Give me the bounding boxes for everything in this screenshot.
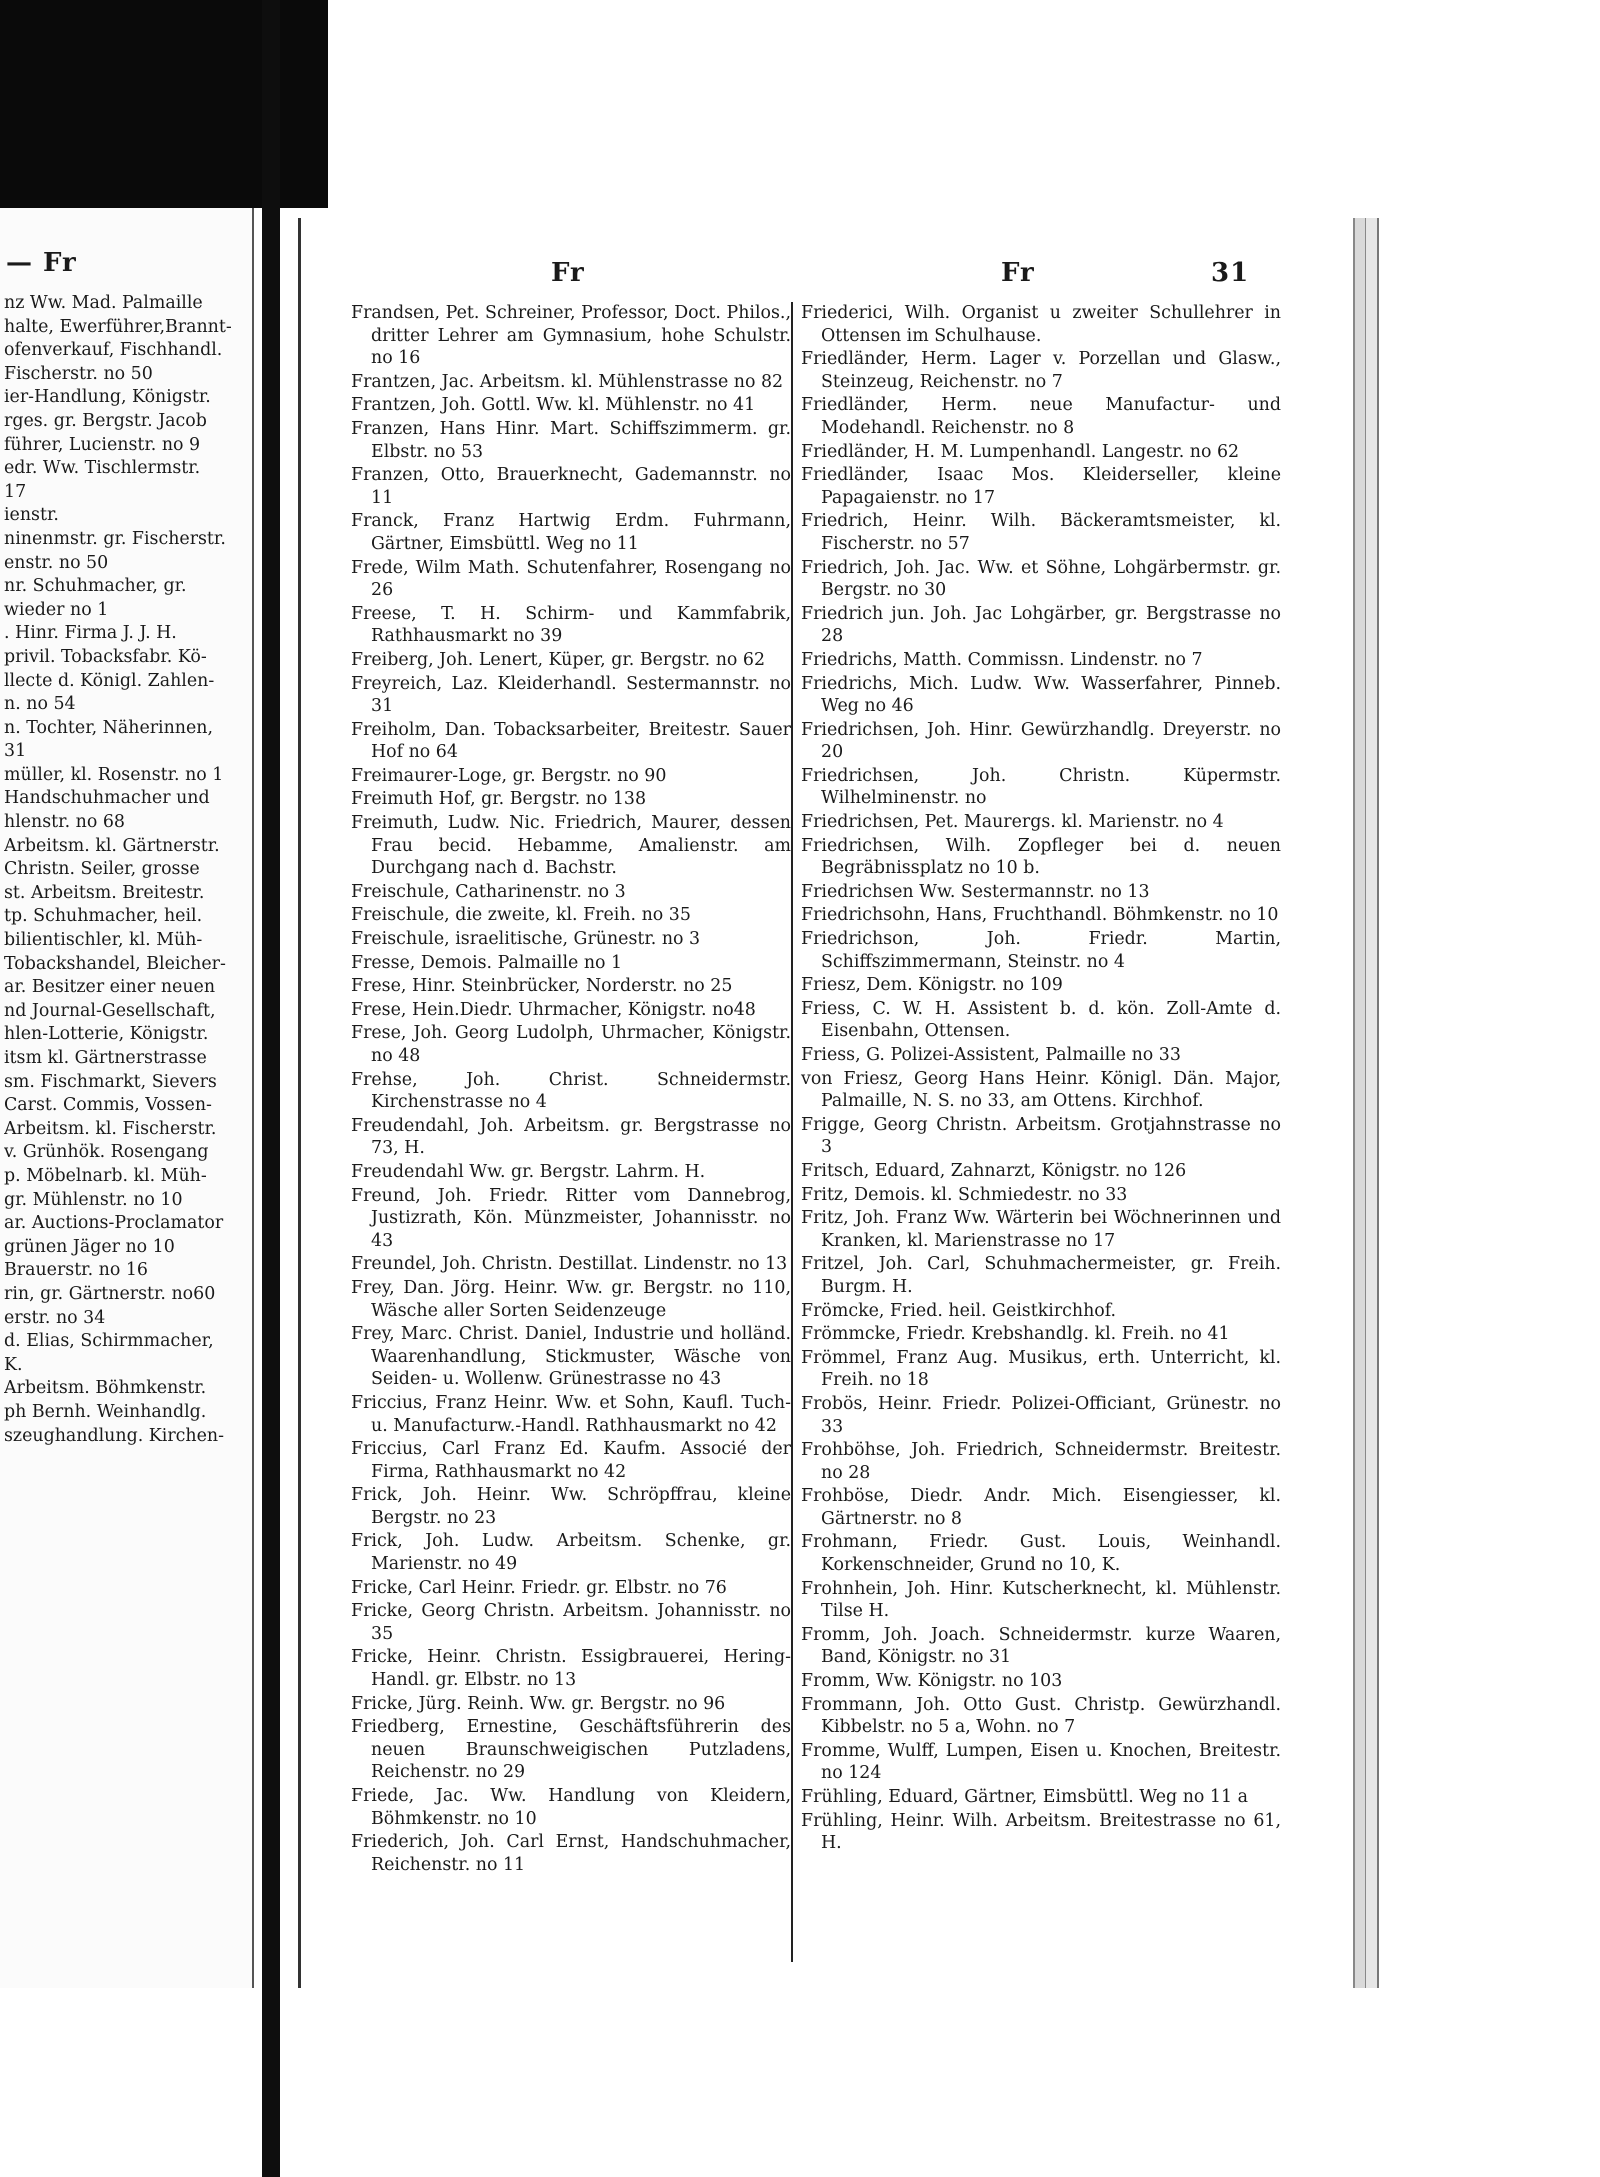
directory-entry: Frohnhein, Joh. Hinr. Kutscherknecht, kl. Mühlenstr. Tilse H. <box>801 1578 1281 1622</box>
directory-entry: llecte d. Königl. Zahlen- <box>4 670 215 691</box>
directory-entry: gr. Mühlenstr. no 10 <box>4 1189 183 1210</box>
directory-entry: enstr. no 50 <box>4 552 109 573</box>
directory-entry: nd Journal-Gesellschaft, <box>4 1000 216 1021</box>
directory-entry: Frantzen, Joh. Gottl. Ww. kl. Mühlenstr. no 41 <box>351 395 756 416</box>
directory-entry: Friederich, Joh. Carl Ernst, Handschuhmacher, Reichenstr. no 11 <box>351 1832 791 1875</box>
directory-entry: Franzen, Hans Hinr. Mart. Schiffszimmerm. gr. Elbstr. no 53 <box>351 418 791 462</box>
directory-entry: Frey, Dan. Jörg. Heinr. Ww. gr. Bergstr. no 110, Wäsche aller Sorten Seidenzeuge <box>351 1277 791 1321</box>
directory-entry: Fromm, Joh. Joach. Schneidermstr. kurze Waaren, Band, Königstr. no 31 <box>801 1624 1281 1668</box>
directory-entry: Freischule, Catharinenstr. no 3 <box>351 881 626 902</box>
directory-entry: halte, Ewerführer,Brannt- <box>4 316 232 337</box>
directory-entry: szeughandlung. Kirchen- <box>4 1425 224 1446</box>
directory-entry: Fritsch, Eduard, Zahnarzt, Königstr. no 126 <box>801 1160 1187 1181</box>
left-page-column <box>4 292 242 1448</box>
directory-entry: st. Arbeitsm. Breitestr. <box>4 882 205 903</box>
directory-entry: Friess, G. Polizei-Assistent, Palmaille no 33 <box>801 1045 1181 1065</box>
directory-entry: ienstr. <box>4 505 59 526</box>
directory-entry: Friederici, Wilh. Organist u zweiter Schullehrer in Ottensen im Schulhause. <box>801 303 1281 346</box>
directory-entry: müller, kl. Rosenstr. no 1 <box>4 764 224 785</box>
column-divider <box>791 302 793 1962</box>
directory-entry: hlen-Lotterie, Königstr. <box>4 1024 209 1045</box>
directory-entry: Frömcke, Fried. heil. Geistkirchhof. <box>801 1300 1117 1321</box>
directory-entry: Freimuth, Ludw. Nic. Friedrich, Maurer, dessen Frau becid. Hebamme, Amalienstr. am Durchgang nach d. Bachstr. <box>351 813 791 879</box>
directory-entry: Fromm, Ww. Königstr. no 103 <box>801 1671 1063 1692</box>
directory-entry: Frohmann, Friedr. Gust. Louis, Weinhandl. Korkenschneider, Grund no 10, K. <box>801 1532 1281 1576</box>
directory-entry: Frese, Hinr. Steinbrücker, Norderstr. no 25 <box>351 976 733 997</box>
directory-entry: Friedrichson, Joh. Friedr. Martin, Schiffszimmermann, Steinstr. no 4 <box>801 929 1281 972</box>
directory-entry: Frohböse, Diedr. Andr. Mich. Eisengiesser, kl. Gärtnerstr. no 8 <box>801 1486 1281 1529</box>
directory-entry: Frede, Wilm Math. Schutenfahrer, Rosengang no 26 <box>351 557 791 601</box>
directory-entry: Friedländer, Herm. neue Manufactur- und Modehandl. Reichenstr. no 8 <box>801 395 1281 438</box>
directory-entry: n. no 54 <box>4 694 76 715</box>
directory-entry: wieder no 1 <box>4 599 109 620</box>
directory-entry: Friedrichsen, Pet. Maurergs. kl. Marienstr. no 4 <box>801 812 1224 833</box>
directory-entry: Frommann, Joh. Otto Gust. Christp. Gewürzhandl. Kibbelstr. no 5 a, Wohn. no 7 <box>801 1694 1281 1738</box>
directory-entry: Frey, Marc. Christ. Daniel, Industrie und holländ. Waarenhandlung, Stickmuster, Wäsche von Seiden- u. Wollenw. Grünestrasse no 43 <box>351 1324 791 1390</box>
directory-entry: Freund, Joh. Friedr. Ritter vom Dannebrog, Justizrath, Kön. Münzmeister, Johannisstr. no 43 <box>351 1185 791 1251</box>
directory-entry: Frobös, Heinr. Friedr. Polizei-Officiant, Grünestr. no 33 <box>801 1393 1281 1437</box>
left-page <box>0 208 254 1988</box>
right-page <box>298 218 1355 1988</box>
directory-entry: Freischule, die zweite, kl. Freih. no 35 <box>351 905 691 926</box>
directory-entry: Fritz, Demois. kl. Schmiedestr. no 33 <box>801 1184 1128 1205</box>
directory-column-1 <box>351 302 791 1877</box>
directory-entry: ar. Auctions-Proclamator <box>4 1213 224 1234</box>
directory-entry: Frantzen, Jac. Arbeitsm. kl. Mühlenstrasse no 82 <box>351 371 784 392</box>
directory-entry: Freese, T. H. Schirm- und Kammfabrik, Rathhausmarkt no 39 <box>351 603 791 647</box>
directory-entry: itsm kl. Gärtnerstrasse <box>4 1048 207 1068</box>
directory-entry: Friedberg, Ernestine, Geschäftsführerin des neuen Braunschweigischen Putzladens, Reichenstr. no 29 <box>351 1717 791 1783</box>
directory-entry: edr. Ww. Tischlermstr. <box>4 458 201 479</box>
directory-entry: Frühling, Eduard, Gärtner, Eimsbüttl. Weg no 11 a <box>801 1787 1248 1807</box>
directory-entry: Freudendahl, Joh. Arbeitsm. gr. Bergstrasse no 73, H. <box>351 1115 791 1159</box>
directory-entry: Tobackshandel, Bleicher- <box>4 953 226 974</box>
directory-entry: Freiberg, Joh. Lenert, Küper, gr. Bergstr. no 62 <box>351 649 766 670</box>
directory-entry: Freimuth Hof, gr. Bergstr. no 138 <box>351 789 647 810</box>
directory-entry: Friccius, Franz Heinr. Ww. et Sohn, Kaufl. Tuch- u. Manufacturw.-Handl. Rathhausmarkt no 42 <box>351 1392 791 1436</box>
directory-entry: . Hinr. Firma J. J. H. <box>4 623 177 644</box>
directory-entry: Fricke, Carl Heinr. Friedr. gr. Elbstr. no 76 <box>351 1577 727 1598</box>
directory-entry: p. Möbelnarb. kl. Müh- <box>4 1165 207 1186</box>
running-head-center: Fr <box>551 258 585 288</box>
directory-entry: ar. Besitzer einer neuen <box>4 977 216 998</box>
directory-entry: Freyreich, Laz. Kleiderhandl. Sestermannstr. no 31 <box>351 673 791 717</box>
directory-entry: Friccius, Carl Franz Ed. Kaufm. Associé der Firma, Rathhausmarkt no 42 <box>351 1439 791 1482</box>
directory-entry: Frandsen, Pet. Schreiner, Professor, Doct. Philos., dritter Lehrer am Gymnasium, hohe Schulstr. no 16 <box>351 303 791 369</box>
directory-entry: Fricke, Jürg. Reinh. Ww. gr. Bergstr. no 96 <box>351 1693 726 1714</box>
directory-entry: n. Tochter, Näherinnen, <box>4 717 214 738</box>
directory-entry: ofenverkauf, Fischhandl. <box>4 340 223 361</box>
directory-column-2 <box>801 302 1281 1856</box>
directory-entry: bilientischler, kl. Müh- <box>4 930 203 951</box>
directory-entry: Fritz, Joh. Franz Ww. Wärterin bei Wöchnerinnen und Kranken, kl. Marienstrasse no 17 <box>801 1208 1281 1251</box>
directory-entry: Friedrichsen, Wilh. Zopfleger bei d. neuen Begräbnissplatz no 10 b. <box>801 835 1281 879</box>
directory-entry: Fricke, Heinr. Christn. Essigbrauerei, Hering-Handl. gr. Elbstr. no 13 <box>351 1647 791 1691</box>
directory-entry: Frömmel, Franz Aug. Musikus, erth. Unterricht, kl. Freih. no 18 <box>801 1347 1281 1391</box>
directory-entry: Freundel, Joh. Christn. Destillat. Lindenstr. no 13 <box>351 1254 788 1275</box>
directory-entry: Frühling, Heinr. Wilh. Arbeitsm. Breitestrasse no 61, H. <box>801 1810 1281 1854</box>
directory-entry: Frese, Joh. Georg Ludolph, Uhrmacher, Königstr. no 48 <box>351 1023 791 1066</box>
directory-entry: Friedrichsohn, Hans, Fruchthandl. Böhmkenstr. no 10 <box>801 905 1279 926</box>
directory-entry: nz Ww. Mad. Palmaille <box>4 293 203 313</box>
directory-entry: Arbeitsm. Böhmkenstr. <box>4 1378 207 1399</box>
directory-entry: Freimaurer-Loge, gr. Bergstr. no 90 <box>351 765 667 786</box>
directory-entry: Fritzel, Joh. Carl, Schuhmachermeister, gr. Freih. Burgm. H. <box>801 1254 1281 1297</box>
directory-entry: von Friesz, Georg Hans Heinr. Königl. Dän. Major, Palmaille, N. S. no 33, am Ottens. Kirchhof. <box>801 1068 1281 1112</box>
directory-entry: Franzen, Otto, Brauerknecht, Gademannstr. no 11 <box>351 465 791 508</box>
directory-entry: Friedrichs, Mich. Ludw. Ww. Wasserfahrer, Pinneb. Weg no 46 <box>801 673 1281 717</box>
directory-entry: Friedrichsen Ww. Sestermannstr. no 13 <box>801 881 1150 902</box>
directory-entry: Frick, Joh. Heinr. Ww. Schröpffrau, kleine Bergstr. no 23 <box>351 1485 791 1528</box>
directory-entry: K. <box>4 1354 23 1375</box>
directory-entry: Fromme, Wulff, Lumpen, Eisen u. Knochen, Breitestr. no 124 <box>801 1740 1281 1784</box>
directory-entry: Friedrichsen, Joh. Christn. Küpermstr. Wilhelminenstr. no <box>801 765 1281 809</box>
directory-entry: Arbeitsm. kl. Fischerstr. <box>4 1118 217 1139</box>
directory-entry: Friedrichsen, Joh. Hinr. Gewürzhandlg. Dreyerstr. no 20 <box>801 719 1281 763</box>
directory-entry: hlenstr. no 68 <box>4 812 125 833</box>
directory-entry: Fischerstr. no 50 <box>4 363 153 384</box>
directory-entry: Freudendahl Ww. gr. Bergstr. Lahrm. H. <box>351 1161 706 1182</box>
directory-entry: erstr. no 34 <box>4 1307 106 1328</box>
directory-entry: Friedrich, Joh. Jac. Ww. et Söhne, Lohgärbermstr. gr. Bergstr. no 30 <box>801 557 1281 601</box>
directory-entry: Franck, Franz Hartwig Erdm. Fuhrmann, Gärtner, Eimsbüttl. Weg no 11 <box>351 511 791 554</box>
directory-entry: Carst. Commis, Vossen- <box>4 1095 212 1116</box>
directory-entry: ph Bernh. Weinhandlg. <box>4 1401 207 1422</box>
directory-entry: rges. gr. Bergstr. Jacob <box>4 410 207 431</box>
directory-entry: Friess, C. W. H. Assistent b. d. kön. Zoll-Amte d. Eisenbahn, Ottensen. <box>801 998 1281 1042</box>
directory-entry: Frohböhse, Joh. Friedrich, Schneidermstr. Breitestr. no 28 <box>801 1440 1281 1483</box>
directory-entry: Brauerstr. no 16 <box>4 1260 148 1281</box>
directory-entry: nr. Schuhmacher, gr. <box>4 576 187 597</box>
directory-entry: Friede, Jac. Ww. Handlung von Kleidern, Böhmkenstr. no 10 <box>351 1786 791 1829</box>
left-running-head: — Fr <box>6 248 77 278</box>
directory-entry: rin, gr. Gärtnerstr. no60 <box>4 1283 216 1304</box>
directory-entry: Friesz, Dem. Königstr. no 109 <box>801 975 1063 996</box>
directory-entry: Fricke, Georg Christn. Arbeitsm. Johannisstr. no 35 <box>351 1601 791 1644</box>
directory-entry: Friedrichs, Matth. Commissn. Lindenstr. no 7 <box>801 649 1203 670</box>
directory-entry: privil. Tobacksfabr. Kö- <box>4 646 207 667</box>
directory-entry: Freiholm, Dan. Tobacksarbeiter, Breitestr. Sauer Hof no 64 <box>351 719 791 763</box>
directory-entry: Freischule, israelitische, Grünestr. no 3 <box>351 929 701 950</box>
directory-entry: Frömmcke, Friedr. Krebshandlg. kl. Freih. no 41 <box>801 1324 1230 1345</box>
directory-entry: Arbeitsm. kl. Gärtnerstr. <box>4 835 220 856</box>
directory-entry: v. Grünhök. Rosengang <box>4 1142 209 1163</box>
directory-entry: Fresse, Demois. Palmaille no 1 <box>351 952 623 973</box>
page-number: 31 <box>1211 258 1250 288</box>
directory-entry: sm. Fischmarkt, Sievers <box>4 1071 217 1092</box>
running-head-right: Fr <box>1001 258 1035 288</box>
directory-entry: ninenmstr. gr. Fischerstr. <box>4 528 226 549</box>
directory-entry: 17 <box>4 481 27 502</box>
directory-entry: Handschuhmacher und <box>4 788 210 809</box>
directory-entry: führer, Lucienstr. no 9 <box>4 434 201 455</box>
directory-entry: Friedländer, H. M. Lumpenhandl. Langestr. no 62 <box>801 441 1240 462</box>
directory-entry: Friedrich jun. Joh. Jac Lohgärber, gr. Bergstrasse no 28 <box>801 603 1281 647</box>
directory-entry: Friedländer, Isaac Mos. Kleiderseller, kleine Papagaienstr. no 17 <box>801 465 1281 508</box>
book-spine-shadow <box>262 0 280 2177</box>
directory-entry: 31 <box>4 741 27 762</box>
directory-entry: Frese, Hein.Diedr. Uhrmacher, Königstr. no48 <box>351 999 756 1020</box>
directory-entry: Frigge, Georg Christn. Arbeitsm. Grotjahnstrasse no 3 <box>801 1114 1281 1158</box>
directory-entry: Friedrich, Heinr. Wilh. Bäckeramtsmeister, kl. Fischerstr. no 57 <box>801 511 1281 554</box>
directory-entry: grünen Jäger no 10 <box>4 1236 175 1257</box>
directory-entry: Frehse, Joh. Christ. Schneidermstr. Kirchenstrasse no 4 <box>351 1069 791 1113</box>
directory-entry: d. Elias, Schirmmacher, <box>4 1331 214 1352</box>
directory-entry: ier-Handlung, Königstr. <box>4 387 211 408</box>
directory-entry: Frick, Joh. Ludw. Arbeitsm. Schenke, gr. Marienstr. no 49 <box>351 1531 791 1575</box>
directory-entry: Christn. Seiler, grosse <box>4 859 200 880</box>
directory-entry: Friedländer, Herm. Lager v. Porzellan und Glasw., Steinzeug, Reichenstr. no 7 <box>801 349 1281 392</box>
directory-entry: tp. Schuhmacher, heil. <box>4 906 203 927</box>
